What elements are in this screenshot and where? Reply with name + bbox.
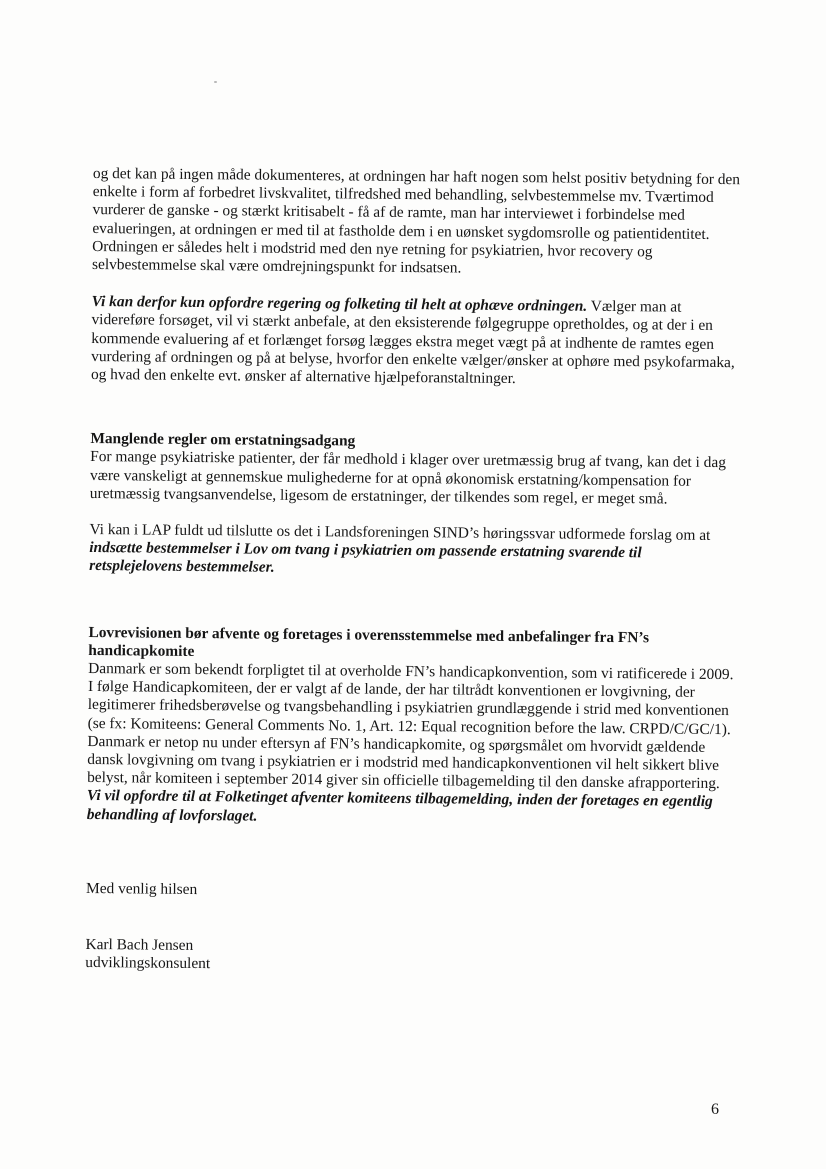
scan-speck xyxy=(214,81,217,83)
recommendation-emphasis: Vi kan derfor kun opfordre regering og folketing til helt at ophæve ordningen. xyxy=(91,293,588,315)
paragraph-sind-support xyxy=(89,521,737,582)
paragraph-compensation xyxy=(90,448,738,509)
paragraph-un-committee xyxy=(87,660,737,830)
heading-compensation: Manglende regler om erstatningsadgang xyxy=(90,430,356,450)
un-committee-emphasis: Vi vil opfordre til at Folketinget afventer komiteens tilbagemelding, inden der foretages en egentlig behandling af lovforslaget. xyxy=(86,787,713,825)
paragraph-evaluation-text: og det kan på ingen måde dokumenteres, at ordningen har haft nogen som helst positiv betydning for den enkelte i form af forbedret livskvalitet, tilfredshed med behandling, selvbestemmelse mv. Tværtimod vurderer de ganske - og stærkt kritisabelt - få af de ramte, man har interviewet i forbindelse med evalueringen, at ordningen er med til at fastholde dem i en uønsket sygdomsrolle og patientidentitet. Ordningen er således helt i modstrid med den nye retning for psykiatrien, hvor recovery og selvbestemmelse skal være omdrejningspunkt for indsatsen. xyxy=(91,165,741,277)
paragraph-evaluation xyxy=(92,165,741,280)
heading-un-committee: Lovrevisionen bør afvente og foretages i overensstemmelse med anbefalinger fra FN’s handicapkomite xyxy=(88,623,650,660)
compensation-text: For mange psykiatriske patienter, der får medhold i klager over uretmæssig brug af tvang, kan det i dag være vanskeligt at gennemskue mulighederne for at opnå økonomisk erstatning/kompensation for uretmæssig tvangsanvendelse, ligesom de erstatninger, der tilkendes som regel, er meget små. xyxy=(89,448,727,508)
paragraph-recommendation xyxy=(91,293,740,390)
sind-support-text: Vi kan i LAP fuldt ud tilslutte os det i Landsforeningen SIND’s høringssvar udformede forslag om at xyxy=(89,521,711,544)
signature-title: udviklingskonsulent xyxy=(85,954,211,973)
closing-greeting: Med venlig hilsen xyxy=(85,879,198,898)
recommendation-text: Vælger man at videreføre forsøget, vil vi stærkt anbefale, at den eksisterende følgegruppe opretholdes, og at der i en kommende evaluering af et forlænget forsøg lægges ekstra meget vægt på at indhente de ramtes egen vurdering af ordningen og på at belyse, hvorfor den enkelte vælger/ønsker at ophøre med psykofarmaka, og hvad den enkelte evt. ønsker af alternative hjælpeforanstaltninger. xyxy=(90,297,735,388)
signature-name: Karl Bach Jensen xyxy=(85,936,194,955)
sind-support-emphasis: indsætte bestemmelser i Lov om tvang i psykiatrien om passende erstatning svarende til retsplejelovens bestemmelser. xyxy=(89,539,642,577)
letter-body xyxy=(85,165,741,979)
un-committee-text: Danmark er som bekendt forpligtet til at overholde FN’s handicapkonvention, som vi ratificerede i 2009. I følge Handicapkomiteen, der er valgt af de lande, der har tiltrådt konventionen er lovgivning, der legitimerer frihedsberøvelse og tvangsbehandling i psykiatrien grundlæggende i strid med konventionen (se fx: Komiteens: General Comments No. 1, Art. 12: Equal recognition before the law. CRPD/C/GC/1). Danmark er netop nu under eftersyn af FN’s handicapkomite, og spørgsmålet om hvorvidt gældende dansk lovgivning om tvang i psykiatrien er i modstrid med handicapkonventionen vil helt sikkert blive belyst, når komiteen i september 2014 giver sin officielle tilbagemelding til den danske afrapportering. xyxy=(87,660,734,793)
page-number: 6 xyxy=(711,1101,719,1118)
